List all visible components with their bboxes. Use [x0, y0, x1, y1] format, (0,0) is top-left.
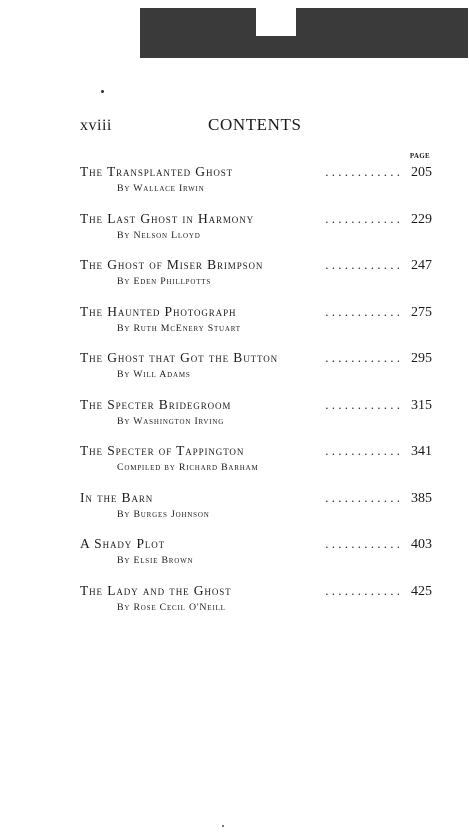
entry-title: The Specter Bridegroom — [80, 396, 232, 412]
page-column-label: PAGE — [409, 152, 430, 160]
toc-entry — [80, 164, 432, 211]
dot-leader: . . . . . . . . . . . . — [325, 396, 400, 412]
toc-entry — [80, 443, 432, 490]
entry-title: The Ghost that Got the Button — [80, 350, 279, 365]
toc-entry — [80, 350, 432, 397]
entry-author: Compiled by Richard Barham — [117, 462, 259, 473]
entry-author: By Rose Cecil O'Neill — [117, 601, 226, 613]
entry-author: By Elsie Brown — [117, 555, 194, 566]
entry-page: 275 — [411, 304, 432, 320]
dot-leader: . . . . . . . . . . . . — [325, 443, 400, 458]
dot-leader: . . . . . . . . . . . . — [325, 582, 400, 598]
entry-page: 295 — [411, 351, 432, 366]
page-number: xviii — [80, 117, 112, 134]
toc-entry — [80, 257, 432, 304]
toc-entry — [80, 536, 432, 583]
entry-author: By Ruth McEnery Stuart — [117, 322, 241, 334]
entry-title: In the Barn — [80, 489, 154, 505]
entry-title: The Last Ghost in Harmony — [80, 210, 254, 226]
dot-leader: . . . . . . . . . . . . — [325, 303, 400, 319]
toc-entry — [80, 304, 432, 351]
toc-entry — [80, 583, 432, 630]
ink-speck-bottom — [222, 825, 224, 827]
toc-entry — [80, 490, 432, 537]
entry-author: By Washington Irving — [117, 415, 225, 427]
dot-leader: . . . . . . . . . . . . — [325, 257, 400, 272]
toc-entry — [80, 397, 432, 444]
entry-title: The Ghost of Miser Brimpson — [80, 257, 264, 272]
entry-author: By Will Adams — [117, 369, 191, 380]
entry-page: 229 — [411, 211, 432, 227]
entry-title: A Shady Plot — [80, 536, 166, 551]
entry-page: 205 — [411, 165, 432, 180]
entry-author: By Eden Phillpotts — [117, 276, 212, 287]
entry-title: The Transplanted Ghost — [80, 164, 234, 179]
entry-page: 425 — [411, 583, 432, 599]
entry-page: 385 — [411, 490, 432, 506]
entry-title: The Specter of Tappington — [80, 443, 245, 458]
dot-leader: . . . . . . . . . . . . — [325, 164, 400, 179]
dot-leader: . . . . . . . . . . . . — [325, 489, 400, 505]
entry-author: By Nelson Lloyd — [117, 229, 201, 241]
entry-page: 247 — [411, 258, 432, 273]
scan-artifact-bar — [140, 8, 468, 58]
page-title: CONTENTS — [208, 115, 302, 134]
dot-leader: . . . . . . . . . . . . — [325, 536, 400, 551]
entry-title: The Lady and the Ghost — [80, 582, 232, 598]
entry-author: By Wallace Irwin — [117, 183, 205, 194]
dot-leader: . . . . . . . . . . . . — [325, 210, 400, 226]
entry-page: 403 — [411, 537, 432, 552]
entry-page: 341 — [411, 444, 432, 459]
table-of-contents — [80, 164, 432, 629]
entry-page: 315 — [411, 397, 432, 413]
ink-speck — [101, 90, 104, 93]
running-head — [80, 115, 430, 137]
entry-author: By Burges Johnson — [117, 508, 210, 520]
scan-artifact-notch — [256, 8, 296, 36]
entry-title: The Haunted Photograph — [80, 303, 237, 319]
toc-entry — [80, 211, 432, 258]
dot-leader: . . . . . . . . . . . . — [325, 350, 400, 365]
